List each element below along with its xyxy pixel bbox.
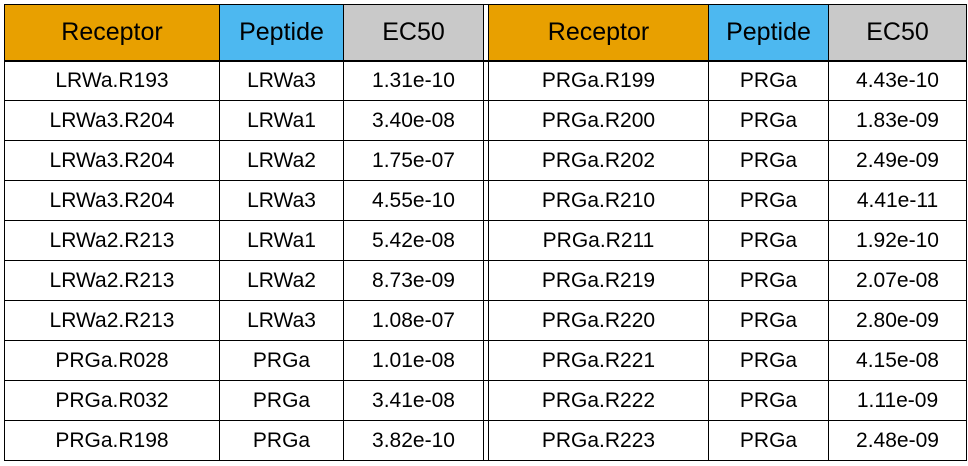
peptide-cell: PRGa bbox=[220, 421, 344, 461]
ec50-cell: 1.08e-07 bbox=[344, 301, 484, 341]
header-peptide-right: Peptide bbox=[709, 5, 829, 61]
peptide-cell: PRGa bbox=[709, 101, 829, 141]
ec50-cell: 4.43e-10 bbox=[829, 61, 967, 101]
table-row bbox=[5, 341, 967, 381]
receptor-cell: PRGa.R221 bbox=[489, 341, 709, 381]
table-row bbox=[5, 181, 967, 221]
table-row bbox=[5, 381, 967, 421]
receptor-cell: PRGa.R200 bbox=[489, 101, 709, 141]
peptide-cell: PRGa bbox=[709, 141, 829, 181]
ec50-cell: 2.80e-09 bbox=[829, 301, 967, 341]
peptide-cell: PRGa bbox=[709, 181, 829, 221]
receptor-cell: PRGa.R032 bbox=[5, 381, 220, 421]
receptor-cell: PRGa.R220 bbox=[489, 301, 709, 341]
receptor-cell: PRGa.R028 bbox=[5, 341, 220, 381]
receptor-cell: LRWa.R193 bbox=[5, 61, 220, 101]
peptide-cell: PRGa bbox=[220, 381, 344, 421]
table-row bbox=[5, 61, 967, 101]
ec50-cell: 2.07e-08 bbox=[829, 261, 967, 301]
peptide-cell: LRWa3 bbox=[220, 61, 344, 101]
header-receptor-left: Receptor bbox=[5, 5, 220, 61]
peptide-cell: PRGa bbox=[709, 261, 829, 301]
header-ec50-left: EC50 bbox=[344, 5, 484, 61]
ec50-cell: 4.55e-10 bbox=[344, 181, 484, 221]
ec50-table bbox=[4, 4, 967, 461]
peptide-cell: PRGa bbox=[709, 221, 829, 261]
ec50-cell: 2.49e-09 bbox=[829, 141, 967, 181]
receptor-cell: PRGa.R202 bbox=[489, 141, 709, 181]
ec50-cell: 1.01e-08 bbox=[344, 341, 484, 381]
peptide-cell: LRWa2 bbox=[220, 261, 344, 301]
peptide-cell: LRWa3 bbox=[220, 301, 344, 341]
ec50-table-container bbox=[4, 4, 966, 464]
ec50-cell: 2.48e-09 bbox=[829, 421, 967, 461]
ec50-cell: 1.75e-07 bbox=[344, 141, 484, 181]
ec50-cell: 3.40e-08 bbox=[344, 101, 484, 141]
peptide-cell: PRGa bbox=[709, 61, 829, 101]
peptide-cell: PRGa bbox=[220, 341, 344, 381]
peptide-cell: PRGa bbox=[709, 381, 829, 421]
peptide-cell: PRGa bbox=[709, 301, 829, 341]
receptor-cell: LRWa3.R204 bbox=[5, 141, 220, 181]
ec50-cell: 4.41e-11 bbox=[829, 181, 967, 221]
ec50-cell: 8.73e-09 bbox=[344, 261, 484, 301]
ec50-cell: 3.41e-08 bbox=[344, 381, 484, 421]
peptide-cell: LRWa1 bbox=[220, 101, 344, 141]
receptor-cell: LRWa2.R213 bbox=[5, 221, 220, 261]
ec50-cell: 1.83e-09 bbox=[829, 101, 967, 141]
table-row bbox=[5, 101, 967, 141]
receptor-cell: PRGa.R199 bbox=[489, 61, 709, 101]
header-row bbox=[5, 5, 967, 61]
ec50-cell: 3.82e-10 bbox=[344, 421, 484, 461]
receptor-cell: PRGa.R222 bbox=[489, 381, 709, 421]
table-row bbox=[5, 141, 967, 181]
ec50-cell: 1.92e-10 bbox=[829, 221, 967, 261]
table-row bbox=[5, 261, 967, 301]
peptide-cell: PRGa bbox=[709, 421, 829, 461]
ec50-cell: 1.11e-09 bbox=[829, 381, 967, 421]
receptor-cell: LRWa2.R213 bbox=[5, 261, 220, 301]
receptor-cell: PRGa.R219 bbox=[489, 261, 709, 301]
ec50-cell: 5.42e-08 bbox=[344, 221, 484, 261]
receptor-cell: LRWa3.R204 bbox=[5, 181, 220, 221]
header-ec50-right: EC50 bbox=[829, 5, 967, 61]
receptor-cell: LRWa3.R204 bbox=[5, 101, 220, 141]
receptor-cell: PRGa.R223 bbox=[489, 421, 709, 461]
table-row bbox=[5, 421, 967, 461]
peptide-cell: LRWa2 bbox=[220, 141, 344, 181]
header-peptide-left: Peptide bbox=[220, 5, 344, 61]
ec50-cell: 4.15e-08 bbox=[829, 341, 967, 381]
peptide-cell: LRWa1 bbox=[220, 221, 344, 261]
receptor-cell: LRWa2.R213 bbox=[5, 301, 220, 341]
peptide-cell: LRWa3 bbox=[220, 181, 344, 221]
table-row bbox=[5, 301, 967, 341]
receptor-cell: PRGa.R210 bbox=[489, 181, 709, 221]
receptor-cell: PRGa.R211 bbox=[489, 221, 709, 261]
receptor-cell: PRGa.R198 bbox=[5, 421, 220, 461]
peptide-cell: PRGa bbox=[709, 341, 829, 381]
table-row bbox=[5, 221, 967, 261]
header-receptor-right: Receptor bbox=[489, 5, 709, 61]
ec50-cell: 1.31e-10 bbox=[344, 61, 484, 101]
